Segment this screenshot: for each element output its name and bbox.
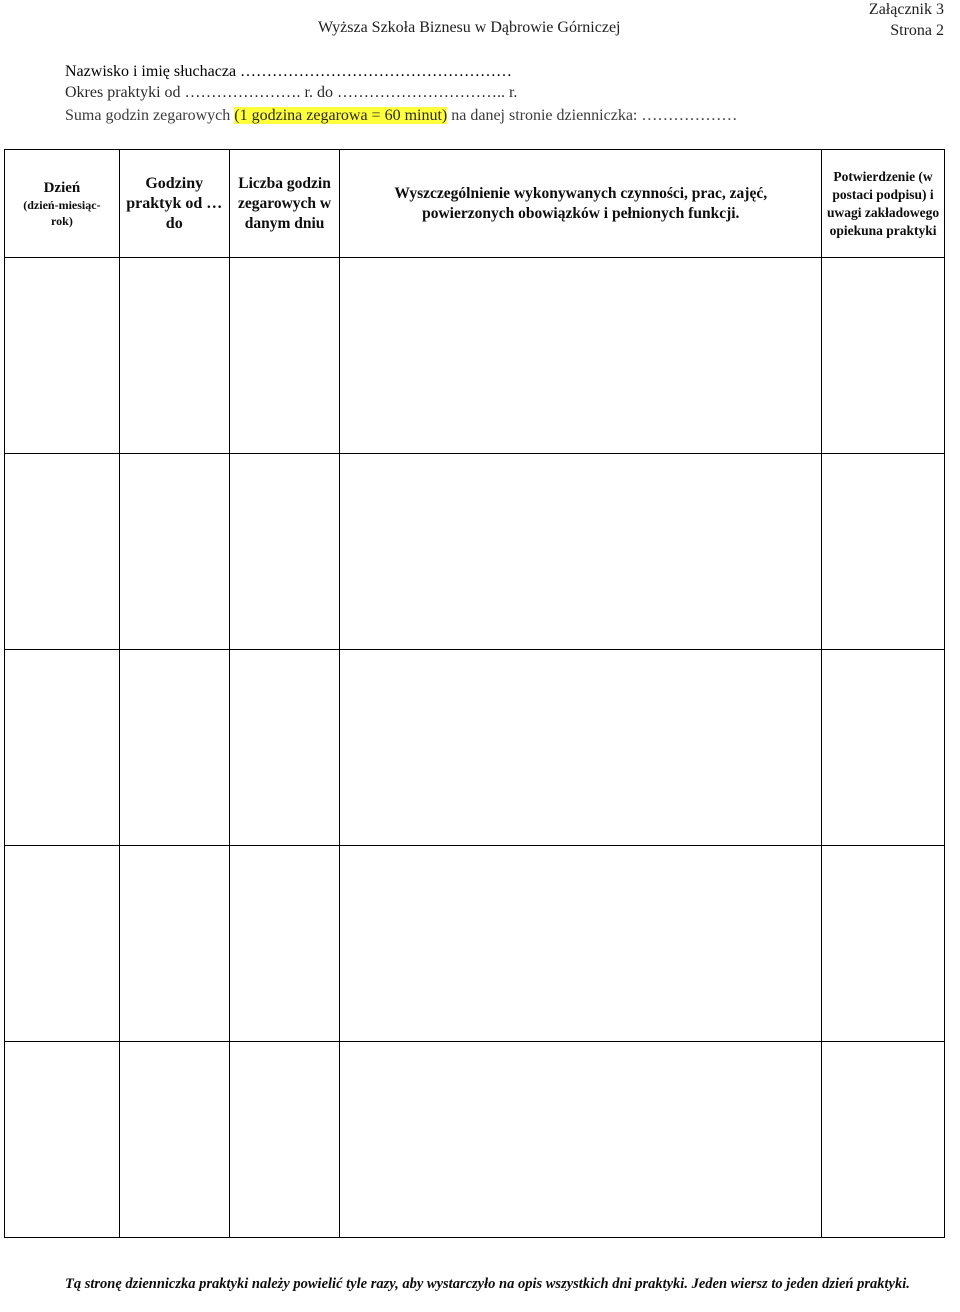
- day-cell[interactable]: [5, 846, 120, 1042]
- hours-cell[interactable]: [119, 650, 229, 846]
- period-to-field[interactable]: ………………………….. r.: [336, 84, 518, 101]
- period-from-field[interactable]: ………………….: [184, 84, 301, 101]
- day-cell[interactable]: [5, 650, 120, 846]
- hour-count-cell[interactable]: [229, 258, 340, 454]
- hour-count-cell[interactable]: [229, 650, 340, 846]
- table-row: [5, 258, 945, 454]
- header-hour-count: [229, 150, 340, 258]
- hour-count-cell[interactable]: [229, 1042, 340, 1238]
- page-number: Strona 2: [890, 22, 944, 39]
- day-cell[interactable]: [5, 258, 120, 454]
- table-row: [5, 454, 945, 650]
- header-description-text: Wyszczególnienie wykonywanych czynności, prac, zajęć, powierzonych obowiązków i pełnionych funkcji.: [394, 184, 768, 222]
- confirmation-cell[interactable]: [822, 1042, 945, 1238]
- table-header-row: [5, 150, 945, 258]
- day-cell[interactable]: [5, 1042, 120, 1238]
- hours-sum-field[interactable]: ………………: [641, 107, 738, 124]
- table-row: [5, 1042, 945, 1238]
- header-day-format: (dzień-miesiąc-rok): [23, 197, 101, 228]
- hour-count-cell[interactable]: [229, 454, 340, 650]
- school-name: Wyższa Szkoła Biznesu w Dąbrowie Górniczej: [318, 19, 621, 36]
- hours-cell[interactable]: [119, 454, 229, 650]
- attachment-label: Załącznik 3: [868, 1, 944, 18]
- hours-sum-suffix: na danej stronie dzienniczka:: [451, 107, 638, 124]
- instruction-footnote: Tą stronę dzienniczka praktyki należy powielić tyle razy, aby wystarczyło na opis wszystkich dni praktyki. Jeden wiersz to jeden dzień praktyki.: [65, 1276, 910, 1292]
- hours-sum-line: [65, 106, 737, 126]
- header-confirmation: [822, 150, 945, 258]
- table-row: [5, 650, 945, 846]
- hours-definition-highlight: (1 godzina zegarowa = 60 minut): [234, 107, 448, 124]
- student-name-line: [65, 62, 512, 82]
- confirmation-cell[interactable]: [822, 846, 945, 1042]
- header-hours-text: Godziny praktyk od … do: [126, 174, 223, 232]
- table-row: [5, 846, 945, 1042]
- header-description: [340, 150, 822, 258]
- description-cell[interactable]: [340, 454, 822, 650]
- confirmation-cell[interactable]: [822, 650, 945, 846]
- period-to-label: r. do: [304, 84, 333, 101]
- day-cell[interactable]: [5, 454, 120, 650]
- hour-count-cell[interactable]: [229, 846, 340, 1042]
- student-name-label: Nazwisko i imię słuchacza: [65, 63, 237, 80]
- header-hour-count-text: Liczba godzin zegarowych w danym dniu: [238, 174, 332, 232]
- description-cell[interactable]: [340, 1042, 822, 1238]
- confirmation-cell[interactable]: [822, 258, 945, 454]
- description-cell[interactable]: [340, 650, 822, 846]
- confirmation-cell[interactable]: [822, 454, 945, 650]
- hours-cell[interactable]: [119, 258, 229, 454]
- hours-cell[interactable]: [119, 846, 229, 1042]
- practice-diary-table: [4, 149, 945, 1238]
- header-day-title: Dzień: [43, 179, 81, 196]
- hours-cell[interactable]: [119, 1042, 229, 1238]
- header-confirmation-text: Potwierdzenie (w postaci podpisu) i uwagi zakładowego opiekuna praktyki: [826, 168, 940, 238]
- period-label: Okres praktyki od: [65, 84, 181, 101]
- student-name-field[interactable]: ……………………………………………: [240, 63, 513, 80]
- description-cell[interactable]: [340, 846, 822, 1042]
- description-cell[interactable]: [340, 258, 822, 454]
- header-hours: [119, 150, 229, 258]
- hours-sum-label: Suma godzin zegarowych: [65, 107, 231, 124]
- internship-period-line: [65, 83, 517, 103]
- header-day: [5, 150, 120, 258]
